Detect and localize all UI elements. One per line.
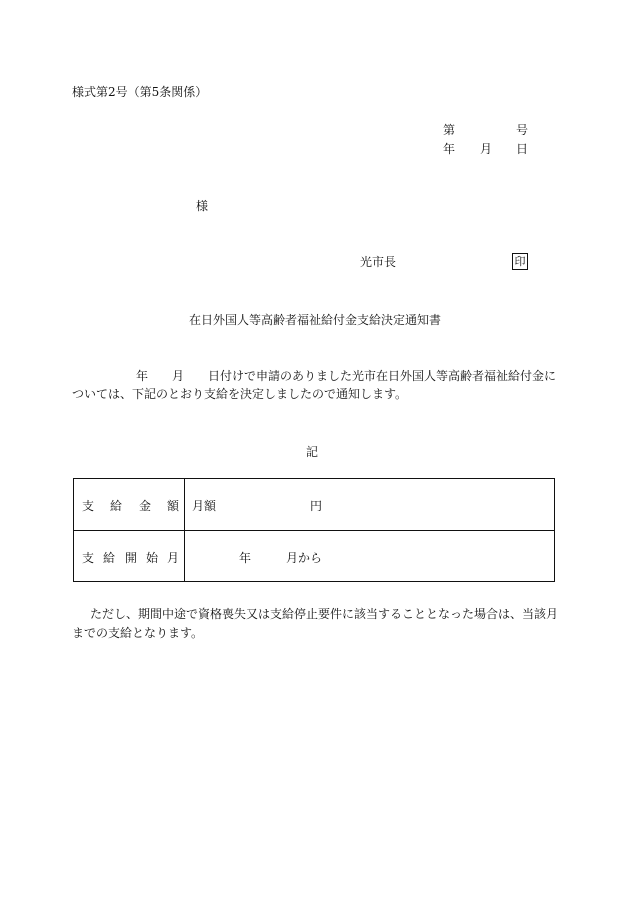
date-year-label: 年 [443, 142, 456, 156]
label-amount-char: 支 [82, 499, 95, 513]
table-row-divider [74, 530, 554, 531]
ki-marker: 記 [306, 445, 319, 459]
label-start-char: 支 [82, 551, 95, 565]
label-start-char: 給 [103, 551, 116, 565]
table-column-divider [184, 479, 185, 581]
note-paragraph-line2: までの支給となります。 [72, 626, 204, 640]
body-year-label: 年 [136, 369, 149, 383]
label-start-char: 月 [167, 551, 180, 565]
date-month-label: 月 [480, 142, 493, 156]
start-month-label: 月から [286, 551, 323, 565]
body-text-rest: 日付けで申請のありました光市在日外国人等高齢者福祉給付金に [208, 369, 557, 383]
doc-number-suffix: 号 [516, 123, 529, 137]
seal-stamp: 印 [512, 253, 528, 270]
yen-unit: 円 [310, 499, 323, 513]
payment-details-table [73, 478, 555, 582]
body-month-label: 月 [172, 369, 185, 383]
date-day-label: 日 [516, 142, 529, 156]
label-amount-char: 金 [139, 499, 152, 513]
doc-number-prefix: 第 [443, 123, 456, 137]
monthly-amount-label: 月額 [192, 499, 217, 513]
recipient-honorific: 様 [196, 199, 209, 213]
label-start-char: 始 [146, 551, 159, 565]
note-paragraph-line1: ただし、期間中途で資格喪失又は支給停止要件に該当することとなった場合は、当該月 [90, 607, 559, 621]
document-title: 在日外国人等高齢者福祉給付金支給決定通知書 [189, 313, 442, 327]
label-start-char: 開 [125, 551, 138, 565]
issuer-title: 光市長 [360, 255, 397, 269]
label-amount-char: 給 [110, 499, 123, 513]
body-paragraph-line2: ついては、下記のとおり支給を決定しましたので通知します。 [72, 387, 408, 401]
form-number: 様式第2号（第5条関係） [72, 85, 208, 99]
start-year-label: 年 [239, 551, 252, 565]
label-amount-char: 額 [167, 499, 180, 513]
